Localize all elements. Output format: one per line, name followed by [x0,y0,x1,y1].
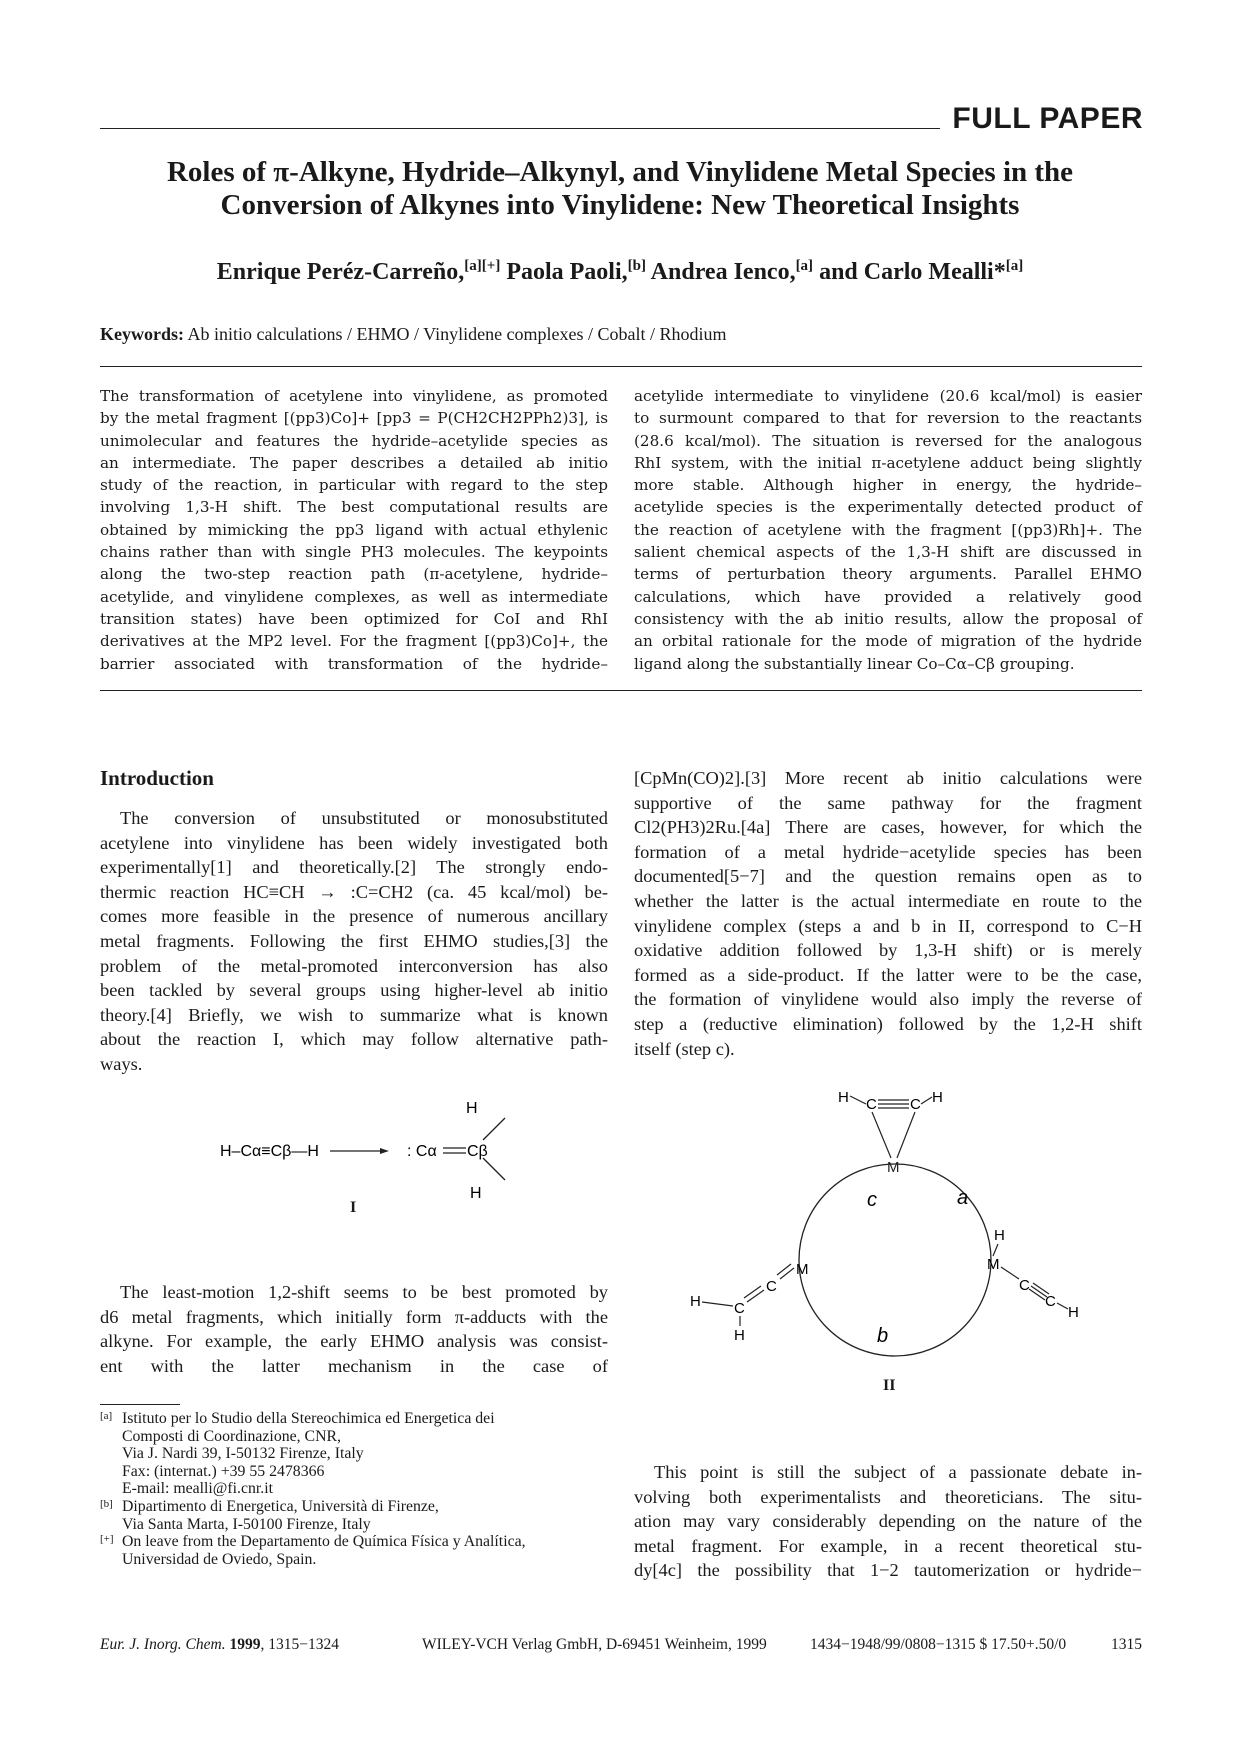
acetylide-ch [1057,1303,1068,1309]
intro-right-paragraph-1 [634,766,1142,1061]
keywords-text: Ab initio calculations / EHMO / Vinylidene complexes / Cobalt / Rhodium [187,324,727,344]
footer-journal: Eur. J. Inorg. Chem. [100,1636,226,1653]
abstract-left-line: acetylide, and vinylidene complexes, as well as intermediate [100,587,608,606]
step-c-label: c [867,1189,877,1211]
intro-right-p1-line: formed as a side-product. If the latter were to be the case, [634,964,1142,985]
intro-p1-line: about the reaction I, which may follow alternative path- [100,1029,608,1050]
footnote-line: Via Santa Marta, I-50100 Firenze, Italy [122,1515,371,1533]
acetylide-calpha: C [1019,1277,1030,1294]
intro-right-p2-line: ation may vary considerably depending on the nature of the [634,1511,1142,1532]
abstract-right-line: (28.6 kcal/mol). The situation is reversed for the analogous [634,431,1142,450]
footnote-line: Dipartimento di Energetica, Università di Firenze, [122,1497,439,1515]
vinylidene-md-2 [777,1264,791,1275]
author-2-affiliation: [b] [627,258,646,274]
footnote-mark: [a] [100,1410,113,1422]
intro-p1-line: ways. [100,1053,143,1074]
intro-p2-line: ent with the latter mechanism in the case of [100,1355,608,1376]
author-1-affiliation: [a][+] [464,258,501,274]
abstract-left-line: chains rather than with single PH3 molecules. The keypoints [100,543,608,562]
abstract-right-column [634,385,1142,675]
section-label: FULL PAPER [952,102,1143,135]
author-4: and Carlo Mealli* [819,259,1006,285]
pi-bond-left [872,1112,891,1158]
intro-p1-line: The conversion of unsubstituted or monosubstituted [120,808,608,828]
top-ch-bond-right [921,1097,932,1104]
intro-right-paragraph-2 [634,1460,1142,1583]
m-c-bond [1001,1267,1019,1279]
intro-right-p1-line: supportive of the same pathway for the fragment [634,792,1142,813]
footnote-mark: [b] [100,1497,113,1510]
hydride-h: H [994,1227,1005,1244]
abstract-right-line: ligand along the substantially linear Co–Cα–Cβ grouping. [634,654,1075,673]
abstract-left-line: an intermediate. The paper describes a detailed ab initio [100,453,608,472]
scheme-I-product-calpha: : Cα [407,1143,437,1160]
footnote-mark: [+] [100,1533,114,1546]
footnote-line: Istituto per lo Studio della Stereochimica ed Energetica dei [122,1410,495,1427]
footnote-line: E-mail: mealli@fi.cnr.it [122,1480,273,1498]
abstract-right-line: the reaction of acetylene with the fragment [(pp3)Rh]+. The [634,520,1142,539]
intro-right-p1-line: oxidative addition followed by 1,3-H shift) or is merely [634,940,1142,961]
step-a-label: a [957,1187,969,1209]
author-list [100,258,1140,286]
intro-p1-line: metal fragments. Following the first EHMO studies,[3] the [100,930,608,951]
footnote [100,1498,610,1533]
intro-right-p2-line: volving both experimentalists and theoreticians. The situ- [634,1486,1142,1507]
abstract-left-column [100,385,608,675]
ch-bond-top [483,1118,505,1140]
abstract-right-line: consistency with the ab initio results, allow the proposal of [634,609,1142,628]
abstract-left-line: by the metal fragment [(pp3)Co]+ [pp3 = P(CH2CH2PPh2)3], is [100,409,608,428]
abstract-right-line: acetylide intermediate to vinylidene (20.6 kcal/mol) is easier [634,387,1142,405]
scheme-I-label: I [350,1199,357,1216]
footnote-line: Fax: (internat.) +39 55 2478366 [122,1462,325,1480]
vinylidene-cc-1 [747,1290,764,1302]
scheme-I-product-cbeta: Cβ [467,1143,488,1160]
abstract-left-line: barrier associated with transformation of the hydride– [100,654,608,673]
pi-bond-right [897,1112,915,1158]
top-c-right: C [910,1096,921,1113]
intro-right-p1-line: step a (reductive elimination) followed by the 1,2-H shift [634,1013,1142,1034]
intro-p1-line: experimentally[1] and theoretically.[2] The strongly endo- [100,857,608,878]
intro-right-p1-line: Cl2(PH3)2Ru.[4a] There are cases, however, for which the [634,817,1142,838]
scheme-II-label: II [883,1377,896,1394]
abstract-left-line: derivatives at the MP2 level. For the fragment [(pp3)Co]+, the [100,632,608,651]
vinylidene-calpha: C [766,1278,777,1295]
section-heading-introduction: Introduction [100,766,214,790]
footer-citation [100,1636,339,1654]
abstract-left-line: transition states) have been optimized for CoI and RhI [100,609,608,628]
intro-p1-line: problem of the metal-promoted interconversion has also [100,955,608,976]
ch-bond-bottom [483,1158,505,1180]
keywords [100,324,1140,345]
vinylidene-cbeta: C [734,1300,745,1317]
title-line-2: Conversion of Alkynes into Vinylidene: New Theoretical Insights [220,189,1020,221]
author-1: Enrique Peréz-Carreño, [216,259,465,285]
metal-top: M [887,1159,900,1176]
vinylidene-cc-2 [744,1286,761,1298]
abstract-rule [100,690,1142,691]
keywords-label: Keywords: [100,324,184,344]
footer-year: 1999 [229,1636,261,1653]
intro-right-p1-line: documented[5−7] and the question remains open as to [634,866,1142,887]
acetylide-cbeta: C [1045,1293,1056,1310]
author-3: Andrea Ienco, [650,259,796,285]
vinylidene-h-left: H [690,1293,701,1310]
intro-p1-line: acetylene into vinylidene has been widely investigated both [100,832,608,853]
abstract-right-line: more stable. Although higher in energy, the hydride– [634,476,1142,495]
step-b-label: b [877,1325,889,1347]
abstract-left-line: study of the reaction, in particular with regard to the step [100,476,608,495]
intro-right-p1-line: formation of a metal hydride−acetylide species has been [634,841,1142,862]
metal-right: M [987,1256,1000,1273]
intro-p2-line: d6 metal fragments, which initially form π-adducts with the [100,1306,608,1327]
footnote [100,1533,610,1568]
metal-left: M [796,1261,809,1278]
footer-page-number: 1315 [1111,1636,1142,1653]
article-title [100,156,1140,222]
abstract-left-line: unimolecular and features the hydride–acetylide species as [100,431,608,450]
footnote-line: Composti di Coordinazione, CNR, [122,1427,341,1445]
footnote-line: Via J. Nardi 39, I-50132 Firenze, Italy [122,1445,364,1463]
m-h-bond [993,1244,998,1256]
affiliation-footnotes [100,1410,610,1568]
author-3-affiliation: [a] [795,258,814,274]
top-h-left: H [838,1089,849,1106]
title-line-1: Roles of π-Alkyne, Hydride–Alkynyl, and Vinylidene Metal Species in the [166,156,1074,188]
acetylide-h: H [1068,1304,1079,1321]
scheme-I-h-top: H [466,1100,478,1117]
scheme-I-reactant: H–Cα≡Cβ—H [220,1143,319,1160]
footnote-line: On leave from the Departamento de Química Física y Analítica, [122,1533,526,1551]
intro-p2-line: alkyne. For example, the early EHMO analysis was consist- [100,1331,608,1352]
intro-right-p1-line: vinylidene complex (steps a and b in II, correspond to C−H [634,915,1142,936]
abstract-left-line: The transformation of acetylene into vinylidene, as promoted [100,387,608,405]
reaction-arrow-head [380,1148,389,1154]
abstract-right-line: an orbital rationale for the mode of migration of the hydride [634,632,1142,651]
intro-p1-line: comes more feasible in the presence of numerous ancillary [100,906,608,927]
scheme-I-diagram [200,1098,560,1210]
intro-right-p1-line: the formation of vinylidene would also imply the reverse of [634,989,1142,1010]
footer-issn: 1434−1948/99/0808−1315 $ 17.50+.50/0 [810,1636,1067,1653]
abstract-right-line: terms of perturbation theory arguments. Parallel EHMO [634,565,1142,584]
footnote-rule [100,1404,180,1405]
top-h-right: H [932,1089,943,1106]
scheme-I-h-bottom: H [470,1185,482,1202]
footnote-line: Universidad de Oviedo, Spain. [122,1550,317,1568]
abstract-right-line: calculations, which have provided a relatively good [634,587,1142,606]
intro-p1-line: been tackled by several groups using higher-level ab initio [100,980,608,1001]
top-ch-bond-left [850,1096,866,1104]
intro-right-p1-line: whether the latter is the actual intermediate en route to the [634,890,1142,911]
keywords-rule [100,366,1142,367]
scheme-II-diagram [690,1080,1110,1370]
abstract-right-line: acetylide species is the experimentally detected product of [634,498,1142,517]
intro-paragraph-2 [100,1280,608,1378]
intro-paragraph-1 [100,806,608,1077]
top-c-left: C [866,1096,877,1113]
intro-p2-line: The least-motion 1,2-shift seems to be best promoted by [120,1282,608,1302]
vinylidene-md-1 [780,1268,794,1279]
abstract-right-line: RhI system, with the initial π-acetylene adduct being slightly [634,453,1142,472]
vinylidene-ch-left [702,1302,733,1306]
intro-p1-line: theory.[4] Briefly, we wish to summarize what is known [100,1004,608,1025]
author-4-affiliation: [a] [1005,258,1024,274]
footer-publisher: WILEY-VCH Verlag GmbH, D-69451 Weinheim, 1999 [422,1636,767,1653]
abstract-left-line: along the two-step reaction path (π-acetylene, hydride– [100,565,608,584]
intro-p1-line: thermic reaction HC≡CH → :C=CH2 (ca. 45 kcal/mol) be- [100,881,608,902]
footer-pages: , 1315−1324 [260,1636,339,1653]
intro-right-p2-line: dy[4c] the possibility that 1−2 tautomerization or hydride− [634,1560,1142,1581]
intro-right-p1-line: itself (step c). [634,1038,735,1059]
intro-right-p2-line: metal fragment. For example, in a recent theoretical stu- [634,1535,1142,1556]
abstract-right-line: to surmount compared to that for reversion to the reactants [634,409,1142,428]
intro-right-p1-line: [CpMn(CO)2].[3] More recent ab initio calculations were [634,768,1142,788]
abstract-left-line: obtained by mimicking the pp3 ligand with actual ethylenic [100,520,608,539]
author-2: Paola Paoli, [506,259,628,285]
abstract-right-line: salient chemical aspects of the 1,3-H shift are discussed in [634,543,1142,562]
abstract-left-line: involving 1,3-H shift. The best computational results are [100,498,608,517]
intro-right-p2-line: This point is still the subject of a passionate debate in- [654,1462,1142,1482]
footnote [100,1410,610,1498]
header-rule [100,128,940,129]
vinylidene-h-bottom: H [734,1327,745,1344]
